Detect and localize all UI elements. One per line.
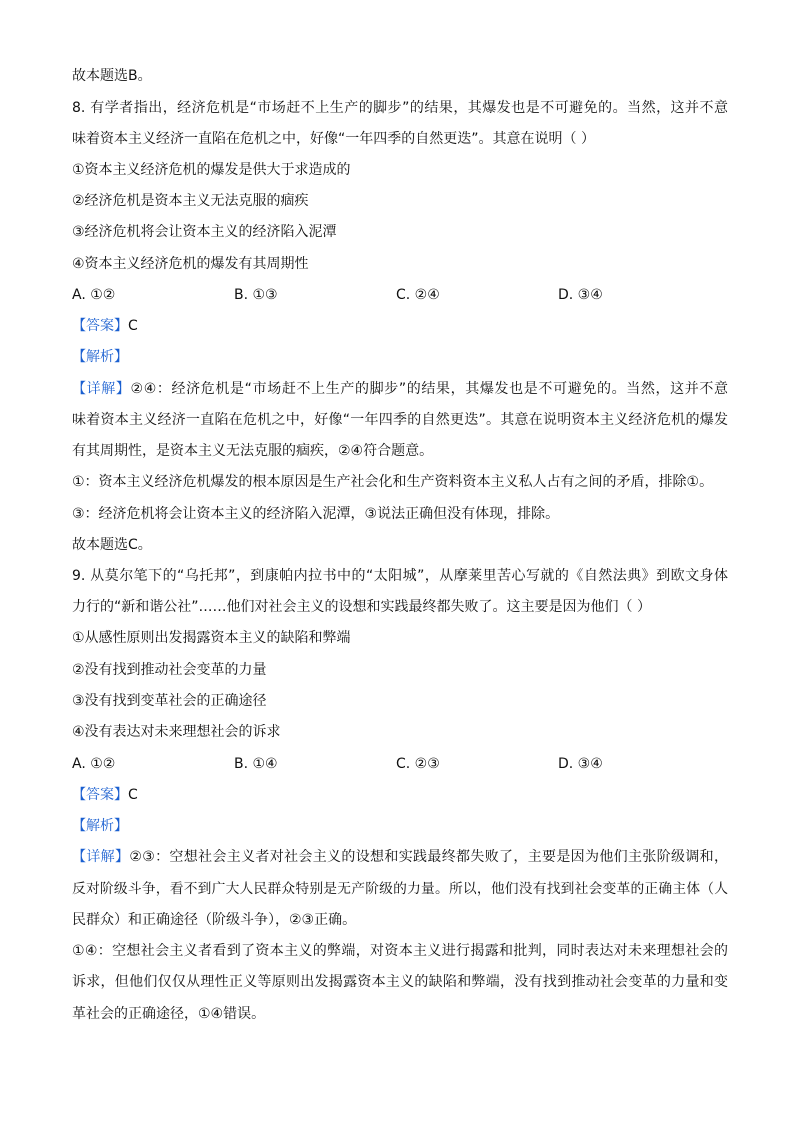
q9-option-d: D. ③④ [558, 756, 603, 772]
q8-option-d: D. ③④ [558, 287, 603, 303]
q9-stem-line-2: 力行的“新和谐公社”……他们对社会主义的设想和实践最终都失败了。这主要是因为他们（ ） [72, 599, 651, 615]
q8-conclusion: 故本题选C。 [72, 537, 152, 553]
q8-statement-2: ②经济危机是资本主义无法克服的痼疾 [72, 193, 309, 209]
q9-analysis-line [72, 816, 728, 836]
q9-statement-3: ③没有找到变革社会的正确途径 [72, 693, 267, 709]
q9-analysis-tag: 【解析】 [72, 818, 128, 834]
q9-option-c: C. ②③ [396, 756, 440, 772]
q8-detail-text-1: ②④：经济危机是“市场赶不上生产的脚步”的结果，其爆发也是不可避免的。当然，这并不意 [130, 381, 729, 397]
q9-answer-line [72, 785, 728, 805]
q9-detail-line-4: ①④：空想社会主义者看到了资本主义的弊端，对资本主义进行揭露和批判，同时表达对未来理想社会的 [72, 943, 728, 959]
q9-detail-line-3: 民群众）和正确途径（阶级斗争），②③正确。 [72, 912, 357, 928]
q9-answer-value: C [128, 787, 138, 803]
q9-statement-4: ④没有表达对未来理想社会的诉求 [72, 724, 281, 740]
q8-answer-value: C [128, 318, 138, 334]
q8-analysis-line [72, 347, 728, 367]
q9-statement-2: ②没有找到推动社会变革的力量 [72, 662, 267, 678]
q9-detail-line-5: 诉求，但他们仅仅从理性正义等原则出发揭露资本主义的缺陷和弊端，没有找到推动社会变革的力量和变 [72, 974, 728, 990]
q8-analysis-tag: 【解析】 [72, 349, 128, 365]
q8-option-a: A. ①② [72, 287, 116, 303]
q8-stem-line-1: 8. 有学者指出，经济危机是“市场赶不上生产的脚步”的结果，其爆发也是不可避免的。当然，这并不意 [72, 100, 728, 116]
q8-option-c: C. ②④ [396, 287, 440, 303]
q8-answer-line [72, 316, 728, 336]
previous-conclusion: 故本题选B。 [72, 68, 152, 84]
q9-detail-tag: 【详解】 [72, 849, 130, 865]
q8-detail-line-3: 有其周期性，是资本主义无法克服的痼疾，②④符合题意。 [72, 443, 434, 459]
q9-option-b: B. ①④ [234, 756, 278, 772]
q9-answer-tag: 【答案】 [72, 787, 128, 803]
q8-detail-tag: 【详解】 [72, 381, 131, 397]
q9-option-a: A. ①② [72, 756, 116, 772]
q8-statement-4: ④资本主义经济危机的爆发有其周期性 [72, 256, 309, 272]
q8-statement-1: ①资本主义经济危机的爆发是供大于求造成的 [72, 162, 351, 178]
q8-option-b: B. ①③ [234, 287, 278, 303]
q9-stem-line-1: 9. 从莫尔笔下的“乌托邦”，到康帕内拉书中的“太阳城”，从摩莱里苦心写就的《自然法典》到欧文身体 [72, 568, 728, 584]
q8-detail-line-4: ①：资本主义经济危机爆发的根本原因是生产社会化和生产资料资本主义私人占有之间的矛盾，排除①。 [72, 474, 714, 490]
q8-statement-3: ③经济危机将会让资本主义的经济陷入泥潭 [72, 224, 337, 240]
q9-detail-line-6: 革社会的正确途径，①④错误。 [72, 1006, 266, 1022]
q9-detail-text-1: ②③：空想社会主义者对社会主义的设想和实践最终都失败了，主要是因为他们主张阶级调和， [129, 849, 728, 865]
q8-detail-line-1 [72, 379, 728, 399]
q8-detail-line-2: 味着资本主义经济一直陷在危机之中，好像“一年四季的自然更迭”。其意在说明资本主义经济危机的爆发 [72, 412, 728, 428]
q9-detail-line-1 [72, 847, 728, 867]
q8-stem-line-2: 味着资本主义经济一直陷在危机之中，好像“一年四季的自然更迭”。其意在说明（ ） [72, 131, 595, 147]
q8-detail-line-5: ③：经济危机将会让资本主义的经济陷入泥潭，③说法正确但没有体现，排除。 [72, 506, 560, 522]
q9-detail-line-2: 反对阶级斗争，看不到广大人民群众特别是无产阶级的力量。所以，他们没有找到社会变革的正确主体（人 [72, 881, 728, 897]
q8-answer-tag: 【答案】 [72, 318, 128, 334]
q9-statement-1: ①从感性原则出发揭露资本主义的缺陷和弊端 [72, 630, 351, 646]
